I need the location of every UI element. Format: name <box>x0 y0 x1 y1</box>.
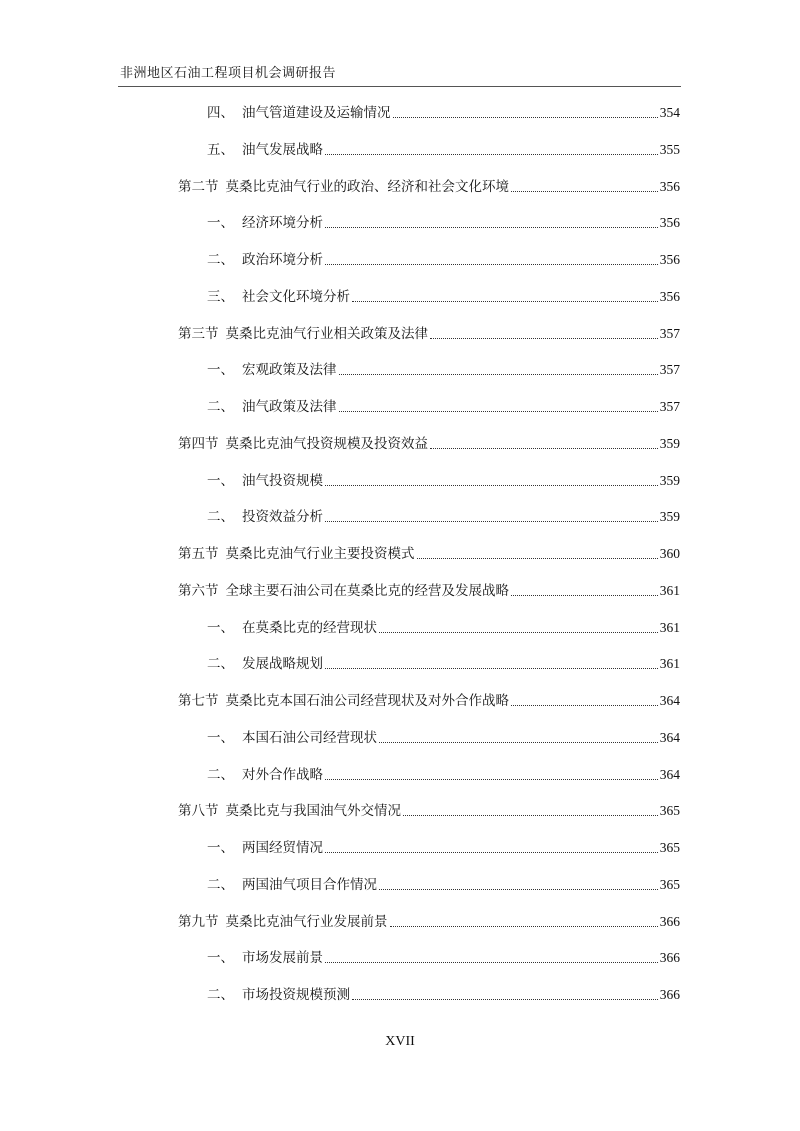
dot-leader <box>325 484 658 486</box>
toc-entry-page: 356 <box>659 178 680 194</box>
toc-entry-title: 莫桑比克油气行业相关政策及法律 <box>225 325 428 342</box>
dot-leader <box>325 961 658 963</box>
toc-entry-page: 354 <box>659 105 680 120</box>
toc-entry-title: 对外合作战略 <box>242 766 323 783</box>
toc-entry[interactable] <box>207 727 680 749</box>
toc-entry[interactable] <box>207 984 680 1006</box>
toc-entry-page: 357 <box>659 325 680 341</box>
toc-entry-page: 356 <box>659 215 680 231</box>
toc-entry-title: 全球主要石油公司在莫桑比克的经营及发展战略 <box>225 582 509 599</box>
toc-entry-number: 一、 <box>207 840 234 856</box>
toc-entry[interactable] <box>207 764 680 786</box>
toc-entry-number: 二、 <box>207 876 234 893</box>
toc-entry[interactable] <box>178 323 680 345</box>
dot-leader <box>339 373 658 375</box>
toc-entry[interactable] <box>207 139 680 161</box>
toc-entry-page: 364 <box>659 693 680 708</box>
toc-entry-title: 政治环境分析 <box>242 252 323 268</box>
toc-entry-title: 莫桑比克油气行业的政治、经济和社会文化环境 <box>225 178 509 195</box>
toc-entry-page: 366 <box>659 950 680 966</box>
toc-entry[interactable] <box>207 102 680 124</box>
toc-entry-number: 第二节 <box>178 178 219 195</box>
dot-leader <box>511 704 658 706</box>
toc-entry-number: 二、 <box>207 399 234 415</box>
toc-entry-number: 一、 <box>207 215 234 232</box>
toc-entry-page: 356 <box>659 288 680 304</box>
toc-entry-number: 二、 <box>207 766 234 783</box>
dot-leader <box>325 263 658 265</box>
dot-leader <box>379 888 658 890</box>
toc-entry-title: 在莫桑比克的经营现状 <box>242 619 377 636</box>
toc-entry-title: 发展战略规划 <box>242 656 323 673</box>
toc-entry-title: 莫桑比克油气投资规模及投资效益 <box>225 435 428 452</box>
toc-entry-page: 364 <box>659 766 680 782</box>
toc-entry[interactable] <box>207 470 680 492</box>
toc-entry[interactable] <box>207 874 680 896</box>
toc-entry-number: 二、 <box>207 987 234 1003</box>
dot-leader <box>325 226 658 228</box>
toc-entry-page: 361 <box>659 582 680 598</box>
dot-leader <box>325 520 658 522</box>
toc-entry-page: 365 <box>659 876 680 892</box>
toc-entry-page: 360 <box>659 546 680 561</box>
toc-entry-page: 356 <box>659 252 680 267</box>
page-header: 非洲地区石油工程项目机会调研报告 <box>120 66 337 81</box>
toc-entry[interactable] <box>207 837 680 859</box>
toc-entry[interactable] <box>207 249 680 271</box>
toc-entry-number: 第三节 <box>178 325 219 342</box>
header-rule <box>118 86 681 87</box>
toc-entry-number: 一、 <box>207 729 234 746</box>
dot-leader <box>339 410 658 412</box>
toc-entry-number: 四、 <box>207 105 234 121</box>
toc-entry-number: 第五节 <box>178 546 219 562</box>
dot-leader <box>430 337 658 339</box>
toc-entry[interactable] <box>207 653 680 675</box>
toc-entry-title: 油气政策及法律 <box>242 399 337 415</box>
toc-entry-page: 365 <box>659 840 680 855</box>
dot-leader <box>325 667 658 669</box>
toc-entry-page: 366 <box>659 913 680 929</box>
toc-entry-title: 莫桑比克油气行业主要投资模式 <box>225 546 415 562</box>
toc-entry-number: 一、 <box>207 362 234 379</box>
toc-entry-number: 一、 <box>207 619 234 636</box>
page-number-footer: XVII <box>385 1034 415 1049</box>
toc-entry-number: 第九节 <box>178 913 219 930</box>
toc-entry-title: 社会文化环境分析 <box>242 288 350 305</box>
dot-leader <box>511 594 658 596</box>
toc-entry[interactable] <box>178 800 680 822</box>
toc-entry-title: 油气投资规模 <box>242 472 323 489</box>
toc-entry-title: 油气管道建设及运输情况 <box>242 105 391 121</box>
dot-leader <box>379 741 658 743</box>
toc-entry-number: 二、 <box>207 252 234 268</box>
toc-entry-title: 莫桑比克与我国油气外交情况 <box>225 803 401 820</box>
toc-entry-page: 361 <box>659 656 680 672</box>
toc-entry[interactable] <box>178 580 680 602</box>
toc-entry-number: 第八节 <box>178 803 219 820</box>
toc-entry-page: 355 <box>659 141 680 157</box>
toc-entry-title: 投资效益分析 <box>242 509 323 526</box>
toc-entry[interactable] <box>178 433 680 455</box>
dot-leader <box>393 116 658 118</box>
toc-entry[interactable] <box>207 286 680 308</box>
dot-leader <box>379 631 658 633</box>
toc-entry[interactable] <box>207 617 680 639</box>
toc-entry[interactable] <box>207 947 680 969</box>
toc-entry-title: 经济环境分析 <box>242 215 323 232</box>
toc-entry-number: 三、 <box>207 288 234 305</box>
toc-entry-number: 一、 <box>207 472 234 489</box>
dot-leader <box>403 814 658 816</box>
dot-leader <box>325 153 658 155</box>
toc-entry-page: 361 <box>659 619 680 635</box>
toc-entry-page: 366 <box>659 987 680 1002</box>
toc-entry[interactable] <box>207 359 680 381</box>
toc-entry-number: 二、 <box>207 656 234 673</box>
toc-entry-page: 364 <box>659 729 680 745</box>
dot-leader <box>417 557 658 559</box>
toc-entry[interactable] <box>178 911 680 933</box>
toc-entry[interactable] <box>207 212 680 234</box>
dot-leader <box>325 778 658 780</box>
toc-entry-title: 莫桑比克油气行业发展前景 <box>225 913 388 930</box>
toc-entry-title: 两国油气项目合作情况 <box>242 876 377 893</box>
toc-entry[interactable] <box>207 396 680 418</box>
toc-entry-title: 油气发展战略 <box>242 141 323 158</box>
toc-entry[interactable] <box>178 690 680 712</box>
toc-entry-page: 357 <box>659 399 680 414</box>
dot-leader <box>352 300 658 302</box>
dot-leader <box>352 998 658 1000</box>
toc-entry-title: 两国经贸情况 <box>242 840 323 856</box>
toc-entry-title: 市场发展前景 <box>242 950 323 967</box>
toc-entry[interactable] <box>178 176 680 198</box>
toc-entry-page: 357 <box>659 362 680 378</box>
toc-entry-number: 第四节 <box>178 435 219 452</box>
toc-entry[interactable] <box>207 506 680 528</box>
toc-entry[interactable] <box>178 543 680 565</box>
toc-entry-title: 宏观政策及法律 <box>242 362 337 379</box>
toc-entry-page: 365 <box>659 803 680 819</box>
toc-entry-title: 市场投资规模预测 <box>242 987 350 1003</box>
toc-entry-number: 五、 <box>207 141 234 158</box>
toc-entry-page: 359 <box>659 435 680 451</box>
toc-entry-title: 莫桑比克本国石油公司经营现状及对外合作战略 <box>225 693 509 709</box>
dot-leader <box>325 851 658 853</box>
dot-leader <box>390 925 658 927</box>
dot-leader <box>430 447 658 449</box>
toc-entry-number: 二、 <box>207 509 234 526</box>
dot-leader <box>511 190 658 192</box>
toc-entry-page: 359 <box>659 472 680 488</box>
toc-entry-number: 一、 <box>207 950 234 967</box>
toc-entry-page: 359 <box>659 509 680 525</box>
toc-entry-title: 本国石油公司经营现状 <box>242 729 377 746</box>
toc-entry-number: 第六节 <box>178 582 219 599</box>
toc-entry-number: 第七节 <box>178 693 219 709</box>
